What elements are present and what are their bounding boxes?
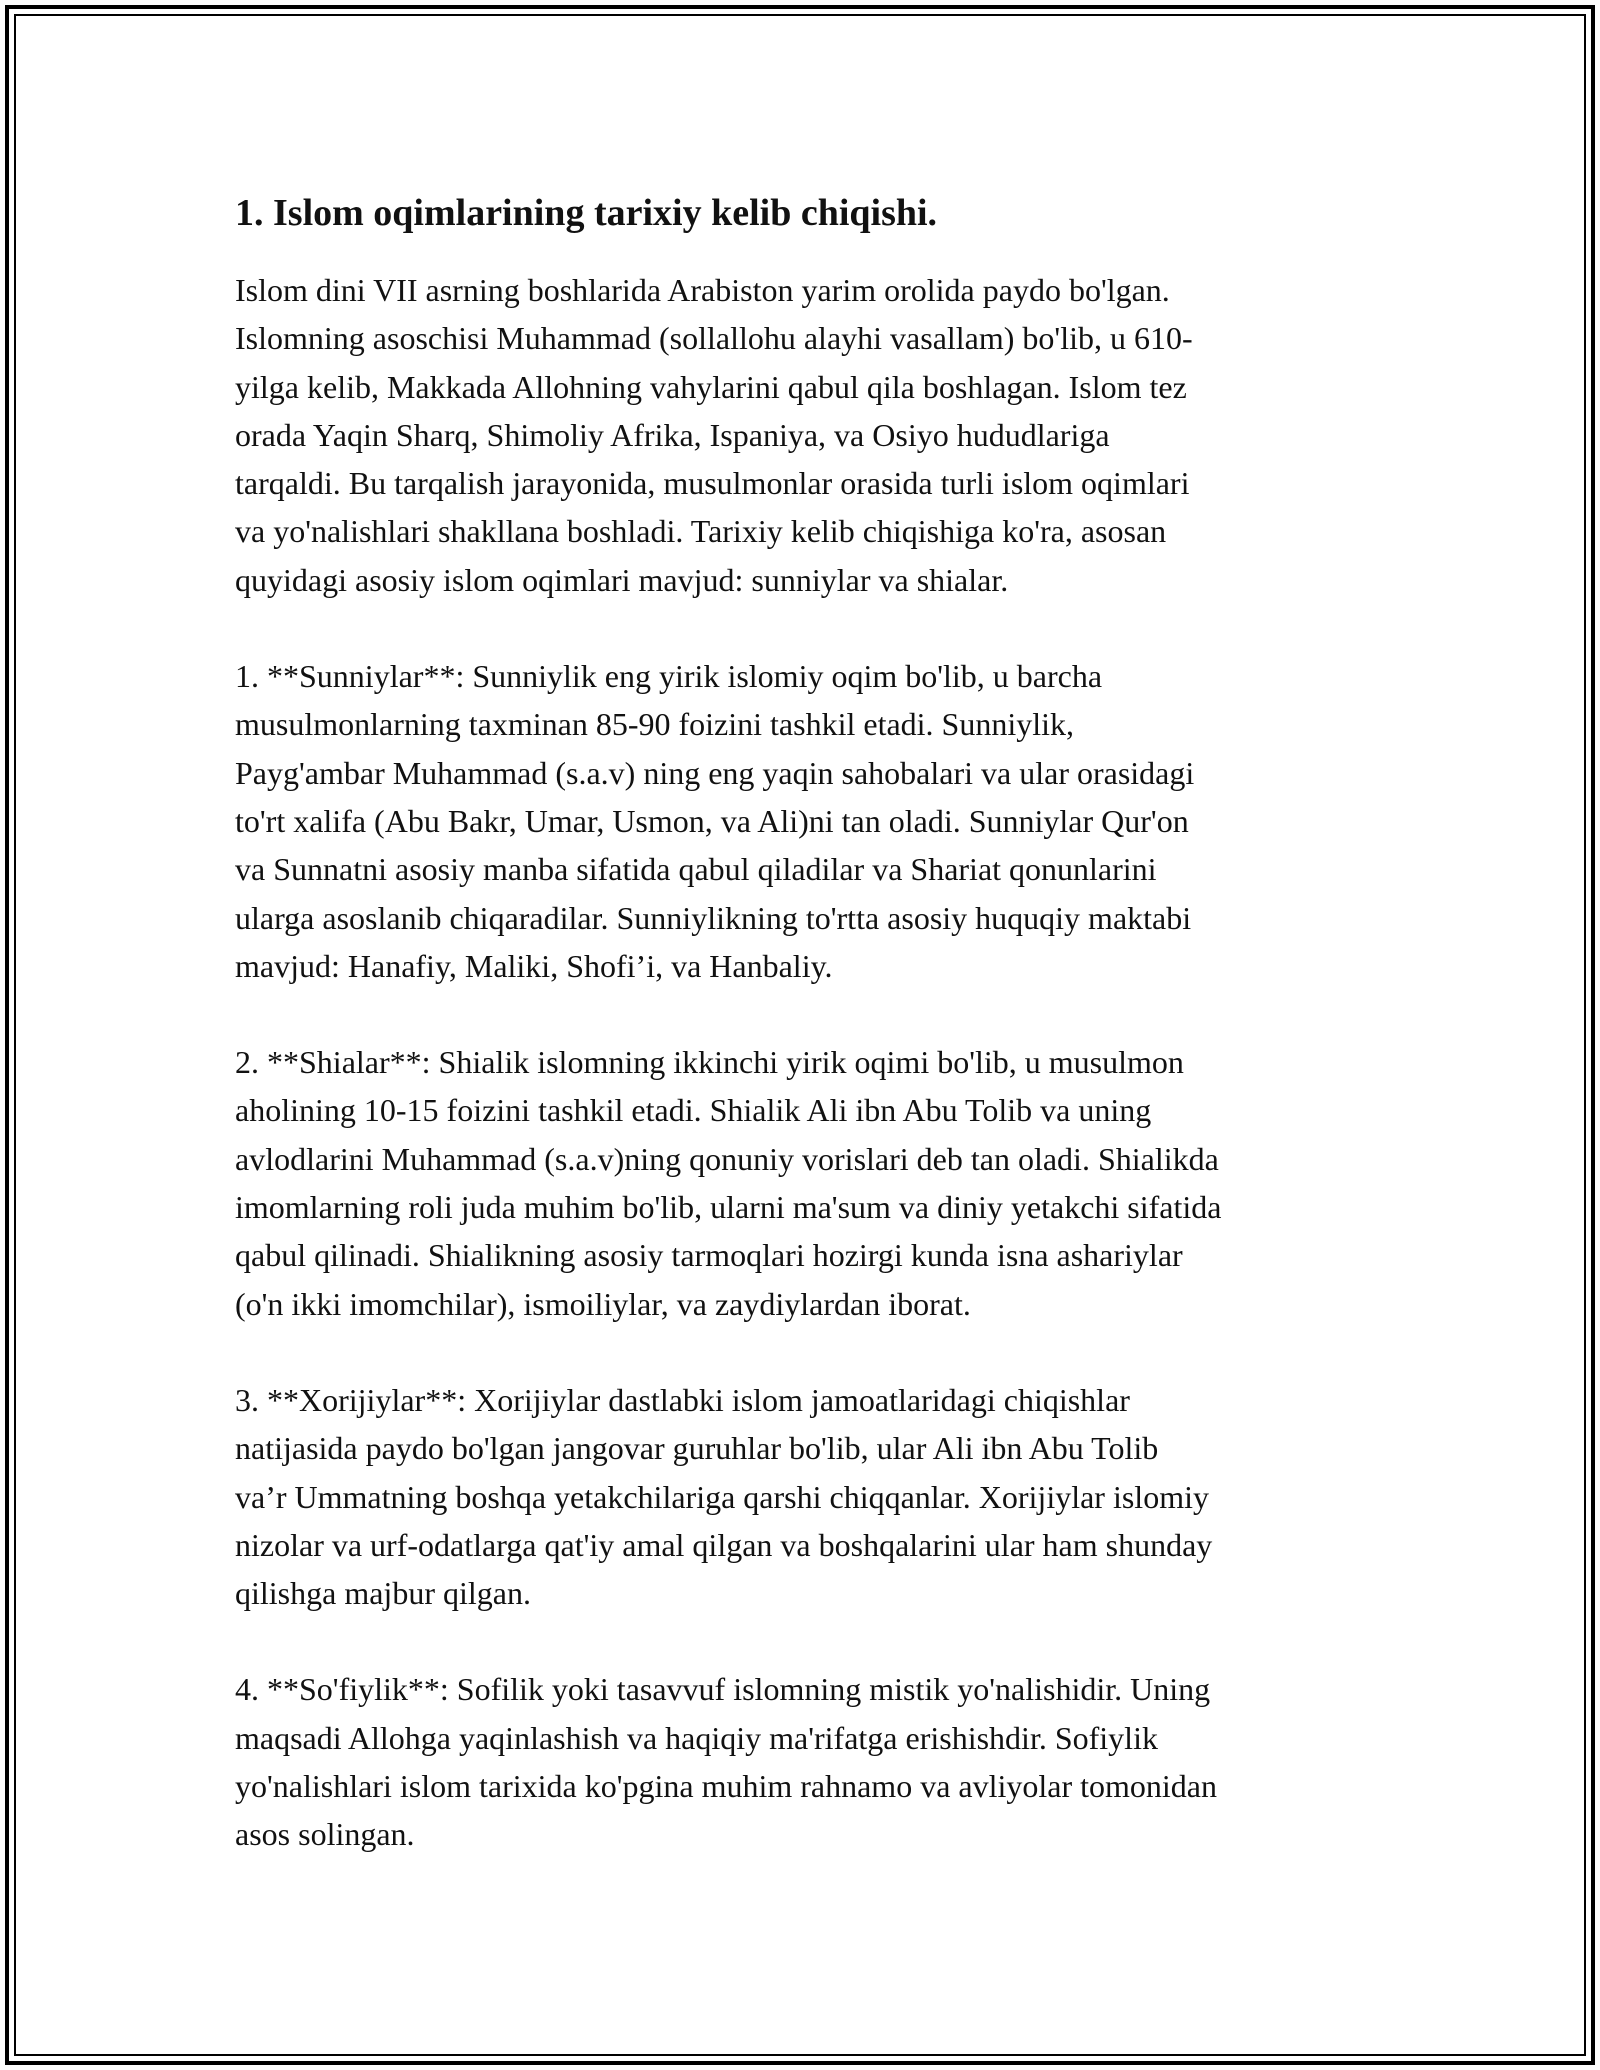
paragraph-sofiylik: 4. **So'fiylik**: Sofilik yoki tasavvuf islomning mistik yo'nalishidir. Uning maqsadi Allohga yaqinlashish va haqiqiy ma'rifatga erishishdir. Sofiylik yo'nalishlari islom tarixida ko'pgina muhim rahnamo va avliyolar tomonidan asos solingan. [235,1671,1217,1853]
paragraph-sunniylar: 1. **Sunniylar**: Sunniylik eng yirik islomiy oqim bo'lib, u barcha musulmonlarning taxminan 85-90 foizini tashkil etadi. Sunniylik, Payg'ambar Muhammad (s.a.v) ning eng yaqin sahobalari va ular orasidagi to'rt xalifa (Abu Bakr, Umar, Usmon, va Ali)ni tan oladi. Sunniylar Qur'on va Sunnatni asosiy manba sifatida qabul qiladilar va Shariat qonunlarini ularga asoslanib chiqaradilar. Sunniylikning to'rtta asosiy huquqiy maktabi mavjud: Hanafiy, Maliki, Shofi’i, va Hanbaliy. [235,658,1195,984]
paragraph-intro: Islom dini VII asrning boshlarida Arabiston yarim orolida paydo bo'lgan. Islomning asoschisi Muhammad (sollallohu alayhi vasallam) bo'lib, u 610- yilga kelib, Makkada Allohning vahylarini qabul qila boshlagan. Islom tez orada Yaqin Sharq, Shimoliy Afrika, Ispaniya, va Osiyo hududlariga tarqaldi. Bu tarqalish jarayonida, musulmonlar orasida turli islom oqimlari va yo'nalishlari shakllana boshladi. Tarixiy kelib chiqishiga ko'ra, asosan quyidagi asosiy islom oqimlari mavjud: sunniylar va shialar. [235,272,1193,598]
paragraph-xorijiylar: 3. **Xorijiylar**: Xorijiylar dastlabki islom jamoatlaridagi chiqishlar natijasida paydo bo'lgan jangovar guruhlar bo'lib, ular Ali ibn Abu Tolib va’r Ummatning boshqa yetakchilariga qarshi chiqqanlar. Xorijiylar islomiy nizolar va urf-odatlarga qat'iy amal qilgan va boshqalarini ular ham shunday qilishga majbur qilgan. [235,1381,1213,1612]
document-body [235,188,1375,1907]
paragraph-shialar: 2. **Shialar**: Shialik islomning ikkinchi yirik oqimi bo'lib, u musulmon aholining 10-15 foizini tashkil etadi. Shialik Ali ibn Abu Tolib va uning avlodlarini Muhammad (s.a.v)ning qonuniy vorislari deb tan oladi. Shialikda imomlarning roli juda muhim bo'lib, ularni ma'sum va diniy yetakchi sifatida qabul qilinadi. Shialikning asosiy tarmoqlari hozirgi kunda isna ashariylar (o'n ikki imomchilar), ismoiliylar, va zaydiylardan iborat. [235,1044,1222,1322]
document-heading: 1. Islom oqimlarining tarixiy kelib chiqishi. [235,192,938,234]
